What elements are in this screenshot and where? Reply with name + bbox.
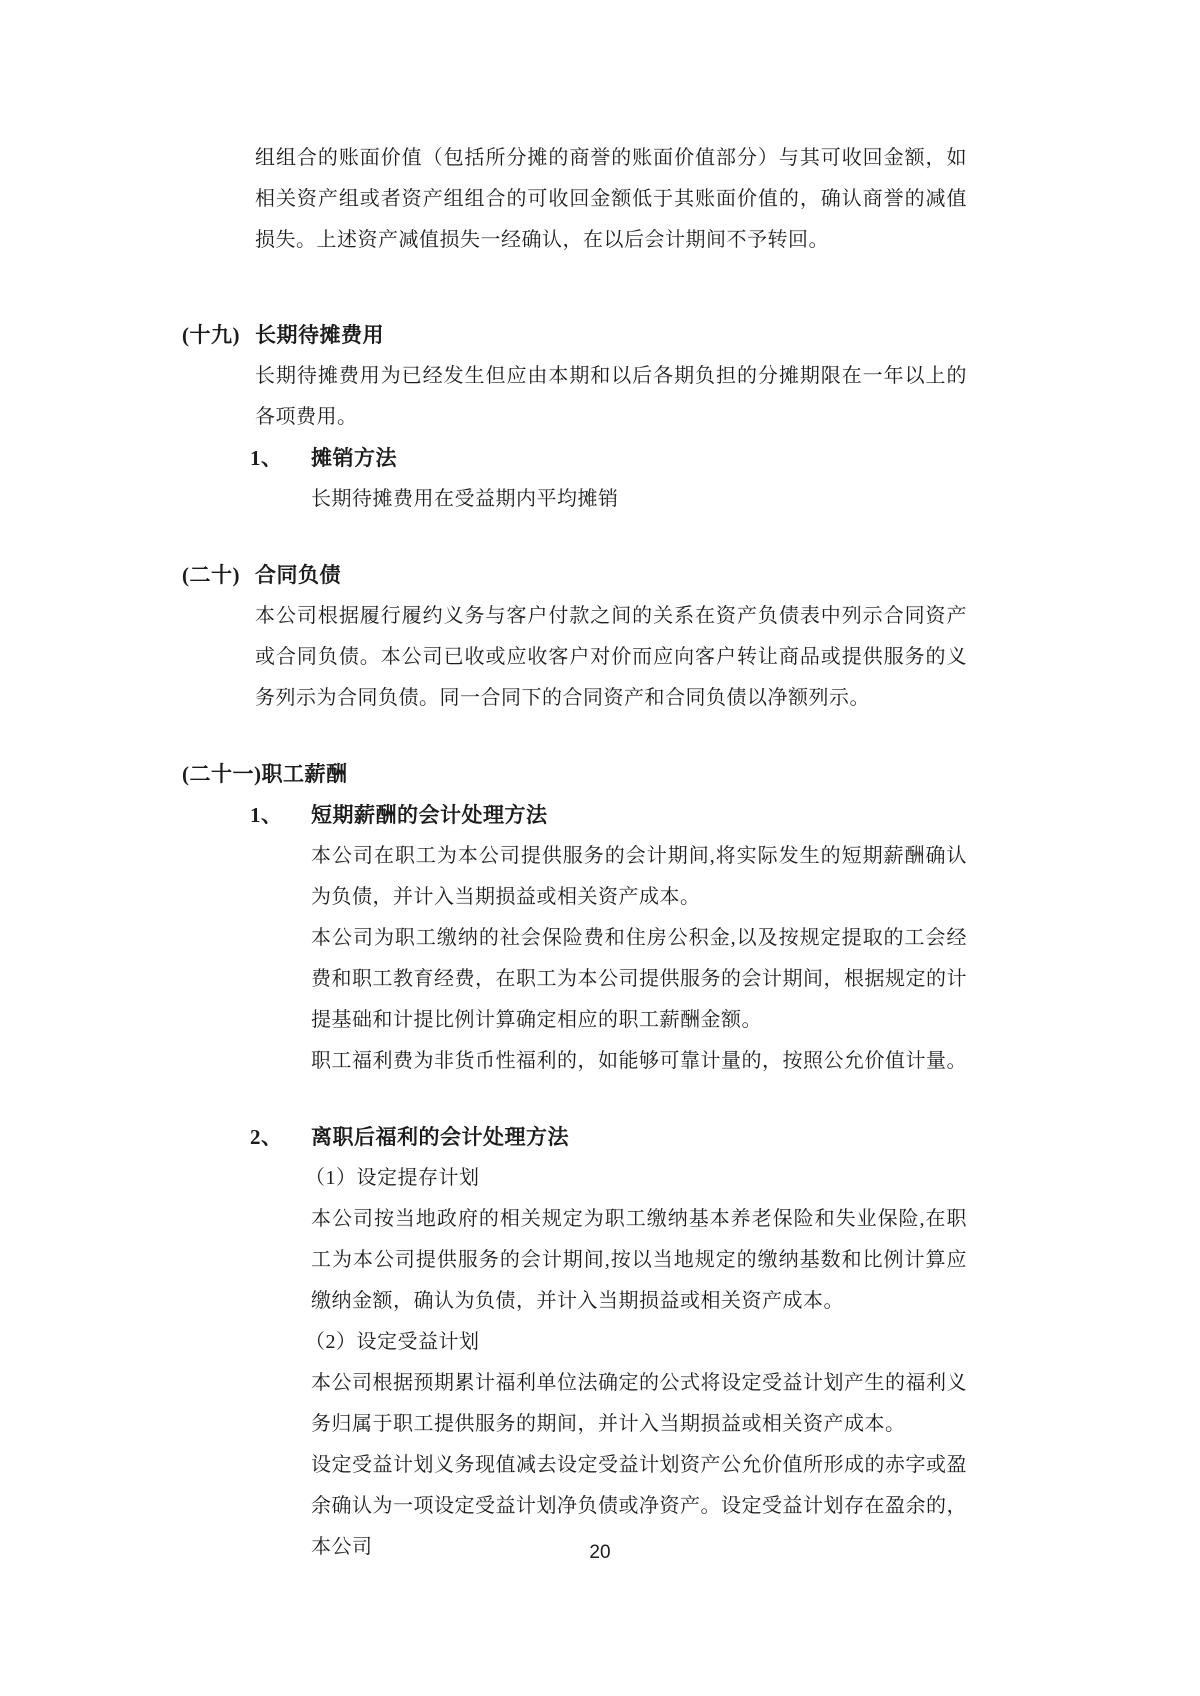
section-20-body: 本公司根据履行履约义务与客户付款之间的关系在资产负债表中列示合同资产或合同负债。本公司已收或应收客户对价而应向客户转让商品或提供服务的义务列示为合同负债。同一合同下的合同资产和合同负债以净额列示。: [255, 605, 967, 709]
section-21-sub1-paragraph-1: 本公司在职工为本公司提供服务的会计期间,将实际发生的短期薪酬确认为负债，并计入当期损益或相关资产成本。: [311, 845, 967, 908]
section-19-heading: [182, 315, 1200, 356]
section-20-heading: [182, 555, 1200, 596]
section-19-number: (十九): [182, 323, 240, 347]
section-21-sub2-item2-paragraph-1: 本公司根据预期累计福利单位法确定的公式将设定受益计划产生的福利义务归属于职工提供服务的期间，并计入当期损益或相关资产成本。: [311, 1372, 967, 1435]
section-21-sub2-heading: [250, 1117, 1200, 1158]
section-19-title: 长期待摊费用: [255, 323, 384, 347]
page-number: 20: [589, 1542, 611, 1563]
section-21-title: 职工薪酬: [261, 762, 348, 786]
section-20-title: 合同负债: [255, 563, 341, 587]
spacer: [0, 520, 1200, 555]
spacer: [0, 719, 1200, 754]
spacer: [0, 261, 1200, 315]
section-21-sub2-item2-label: （2）设定受益计划: [305, 1331, 480, 1353]
section-21-sub1-number: 1、: [250, 803, 283, 827]
section-21-sub1-paragraph-3: 职工福利费为非货币性福利的，如能够可靠计量的，按照公允价值计量。: [311, 1050, 967, 1072]
section-21-heading: [182, 754, 1200, 795]
section-20-number: (二十): [182, 563, 240, 587]
section-19-sub1-heading: [250, 438, 1200, 479]
section-19-sub1-body: 长期待摊费用在受益期内平均摊销: [311, 488, 619, 510]
section-21-sub1-heading: [250, 795, 1200, 836]
section-21-sub2-item1-paragraph: 本公司按当地政府的相关规定为职工缴纳基本养老保险和失业保险,在职工为本公司提供服务的会计期间,按以当地规定的缴纳基数和比例计算应缴纳金额，确认为负债，并计入当期损益或相关资产成本。: [311, 1208, 967, 1312]
section-21-sub2-number: 2、: [250, 1125, 283, 1149]
section-21-sub1-paragraph-2: 本公司为职工缴纳的社会保险费和住房公积金,以及按规定提取的工会经费和职工教育经费，在职工为本公司提供服务的会计期间，根据规定的计提基础和计提比例计算确定相应的职工薪酬金额。: [311, 927, 967, 1031]
spacer: [0, 1082, 1200, 1117]
section-21-sub2-item2-paragraph-2: 设定受益计划义务现值减去设定受益计划资产公允价值所形成的赤字或盈余确认为一项设定受益计划净负债或净资产。设定受益计划存在盈余的，本公司: [311, 1454, 967, 1558]
section-21-number: (二十一): [182, 762, 262, 786]
paragraph-goodwill-impairment: 组组合的账面价值（包括所分摊的商誉的账面价值部分）与其可收回金额，如相关资产组或者资产组组合的可收回金额低于其账面价值的，确认商誉的减值损失。上述资产减值损失一经确认，在以后会计期间不予转回。: [255, 147, 967, 251]
page-content: [0, 138, 1200, 1568]
section-21-sub1-title: 短期薪酬的会计处理方法: [311, 803, 548, 827]
section-19-body: 长期待摊费用为已经发生但应由本期和以后各期负担的分摊期限在一年以上的各项费用。: [255, 365, 967, 428]
section-21-sub2-title: 离职后福利的会计处理方法: [311, 1125, 569, 1149]
section-21-sub2-item1-label: （1）设定提存计划: [305, 1167, 480, 1189]
section-19-sub1-number: 1、: [250, 446, 283, 470]
section-19-sub1-title: 摊销方法: [311, 446, 397, 470]
